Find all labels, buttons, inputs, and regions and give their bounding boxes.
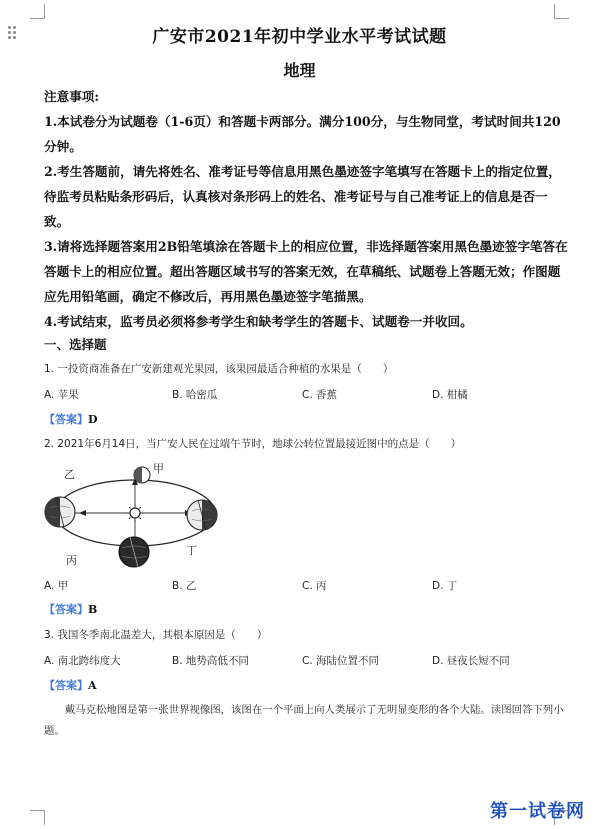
- label-ding: 丁: [186, 544, 197, 557]
- answer-tag: 【答案】: [44, 603, 88, 616]
- answer-value: A: [88, 679, 97, 692]
- reading-passage: 戴马克松地图是第一张世界视像图，该图在一个平面上向人类展示了无明显变形的各个大陆。读图回答下列小题。: [44, 704, 564, 737]
- label-bing: 丙: [66, 554, 77, 567]
- crop-mark-bottom-left: [30, 810, 45, 825]
- question-stem: 1. 一投资商准备在广安新建观光果园，该果园最适合种植的水果是（ ）: [44, 363, 394, 375]
- option-d: D. 丁: [432, 580, 458, 592]
- question-stem: 2. 2021年6月14日，当广安人民在过端午节时，地球公转位置最接近图中的点是（ ）: [44, 438, 462, 450]
- option-c: C. 海陆位置不同: [302, 655, 380, 667]
- answer-value: B: [88, 603, 98, 616]
- section-heading: 一、选择题: [44, 337, 107, 352]
- notice-item: 1.本试卷分为试题卷（1-6页）和答题卡两部分。满分100分，与生物同堂，考试时间共120分钟。: [44, 114, 561, 154]
- notice-item: 3.请将选择题答案用2B铅笔填涂在答题卡上的相应位置，非选择题答案用黑色墨迹签字笔答在答题卡上的相应位置。超出答题区域书写的答案无效，在草稿纸、试题卷上答题无效；作图题应先用铅笔画，确定不修改后，再用黑色墨迹签字笔描黑。: [44, 239, 568, 304]
- answer-line: [44, 601, 97, 617]
- earth-position-jia: [134, 467, 150, 483]
- watermark-logo: 第一试卷网: [490, 801, 585, 822]
- answer-line: [44, 677, 97, 693]
- label-yi: 乙: [64, 468, 75, 481]
- option-a: A. 甲: [44, 580, 69, 592]
- answer-line: [44, 411, 98, 427]
- option-a: A. 苹果: [44, 389, 79, 401]
- answer-value: D: [88, 413, 98, 426]
- option-b: B. 哈密瓜: [172, 389, 218, 401]
- earth-position-ding: [187, 500, 217, 530]
- question-stem: 3. 我国冬季南北温差大，其根本原因是（ ）: [44, 629, 268, 641]
- earth-position-yi: [45, 497, 75, 527]
- earth-orbit-diagram: [42, 458, 222, 568]
- crop-mark-top-right: [554, 4, 569, 19]
- option-d: D. 柑橘: [432, 389, 468, 401]
- option-b: B. 地势高低不同: [172, 655, 249, 667]
- notice-heading: 注意事项:: [44, 89, 100, 104]
- earth-position-bing: [119, 537, 149, 567]
- answer-tag: 【答案】: [44, 679, 88, 692]
- option-a: A. 南北跨纬度大: [44, 655, 121, 667]
- arrow-icon: [79, 510, 86, 516]
- answer-tag: 【答案】: [44, 413, 88, 426]
- exam-title: 广安市2021年初中学业水平考试试题: [152, 27, 447, 47]
- notice-block: [44, 84, 568, 334]
- notice-item: 2.考生答题前，请先将姓名、准考证号等信息用黑色墨迹签字笔填写在答题卡上的指定位置，待监考员粘贴条形码后，认真核对条形码上的姓名、准考证号与自己准考证上的信息是否一致。: [44, 164, 561, 229]
- exam-subject: 地理: [283, 61, 316, 80]
- option-d: D. 昼夜长短不同: [432, 655, 510, 667]
- label-jia: 甲: [153, 462, 164, 475]
- notice-item: 4.考试结束，监考员必须将参考学生和缺考学生的答题卡、试题卷一并收回。: [44, 314, 473, 329]
- option-b: B. 乙: [172, 580, 197, 592]
- option-c: C. 香蕉: [302, 389, 338, 401]
- crop-mark-top-left: [30, 4, 45, 19]
- option-c: C. 丙: [302, 580, 327, 592]
